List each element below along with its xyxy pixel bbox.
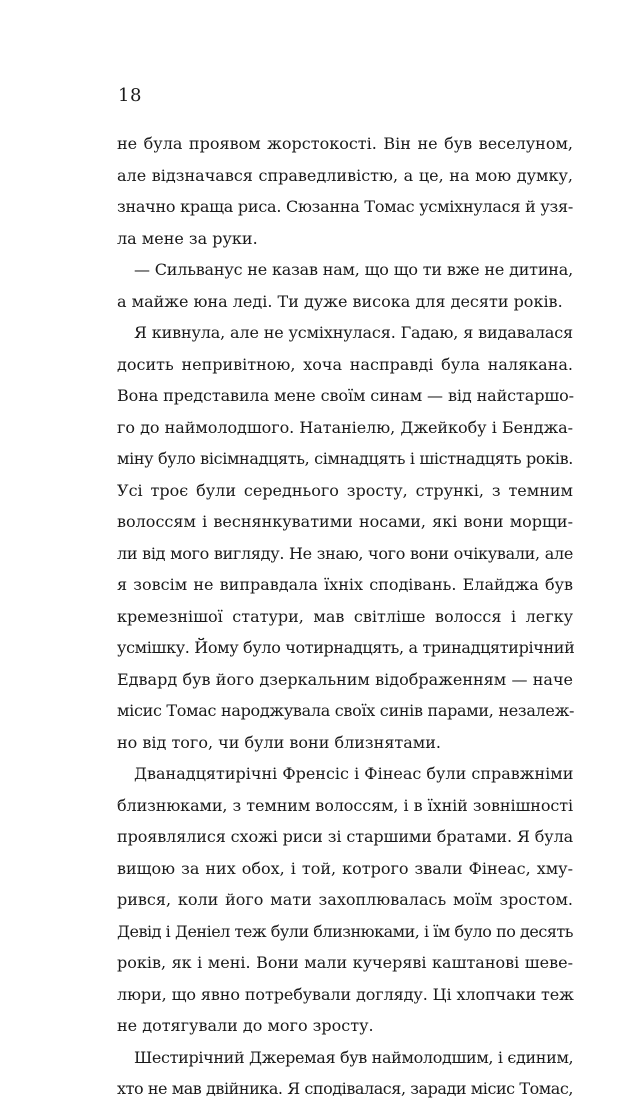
text-line: но від того, чи були вони близнятами. (117, 732, 441, 752)
text-line: Девід і Деніел теж були близнюками, і їм було по десять (117, 921, 573, 941)
text-line: кремезнішої статури, мав світліше волосся і легку (117, 606, 573, 626)
text-line: Усі троє були середнього зросту, стрункі, з темним (117, 480, 573, 500)
text-line: усмішку. Йому було чотирнадцять, а тринадцятирічний (117, 638, 575, 657)
text-line: міну було вісімнадцять, сімнадцять і шістнадцять років. (117, 449, 574, 468)
text-line: не дотягували до мого зросту. (117, 1016, 374, 1035)
text-line: досить непривітною, хоча насправді була налякана. (117, 354, 573, 374)
text-line: а майже юна леді. Ти дуже висока для десяти років. (117, 291, 563, 311)
text-line: місис Томас народжувала своїх синів парами, незалеж- (117, 701, 575, 720)
text-line: ла мене за руки. (117, 228, 258, 248)
text-line: — Сильванус не казав нам, що що ти вже не дитина, (134, 260, 573, 279)
text-line: я зовсім не виправдала їхніх сподівань. Елайджа був (117, 575, 573, 594)
text-line: ли від мого вигляду. Не знаю, чого вони очікували, але (117, 543, 573, 563)
text-line: значно краща риса. Сюзанна Томас усміхнулася й узя- (117, 197, 573, 216)
text-line: не була проявом жорстокості. Він не був веселуном, (117, 134, 573, 153)
text-line: Едвард був його дзеркальним відображенням — наче (117, 669, 573, 689)
text-line: Дванадцятирічні Френсіс і Фінеас були справжніми (134, 764, 574, 783)
text-line: Вона представила мене своїм синам — від найстаршо- (117, 386, 574, 405)
text-line: близнюками, з темним волоссям, і в їхній зовнішності (117, 795, 573, 815)
text-line: го до наймолодшого. Натаніелю, Джейкобу і Бенджа- (117, 417, 573, 437)
text-line: років, як і мені. Вони мали кучеряві каштанові шеве- (117, 953, 573, 972)
text-line: Я кивнула, але не усміхнулася. Гадаю, я видавалася (134, 323, 573, 342)
text-line: вищою за них обох, і той, котрого звали Фінеас, хму- (117, 858, 573, 878)
text-line: хто не мав двійника. Я сподівалася, заради місис Томас, (117, 1079, 573, 1098)
text-line: Шестирічний Джеремая був наймолодшим, і єдиним, (134, 1047, 574, 1067)
text-line: волоссям і веснянкуватими носами, які вони морщи- (117, 512, 573, 531)
text-line: проявлялися схожі риси зі старшими братами. Я була (117, 827, 574, 846)
body-text (117, 128, 573, 1105)
text-line: але відзначався справедливістю, а це, на мою думку, (117, 165, 573, 185)
page-number: 18 (118, 85, 142, 106)
text-line: рився, коли його мати захоплювалась моїм зростом. (117, 890, 573, 909)
text-line: люри, що явно потребували догляду. Ці хлопчаки теж (117, 984, 574, 1004)
